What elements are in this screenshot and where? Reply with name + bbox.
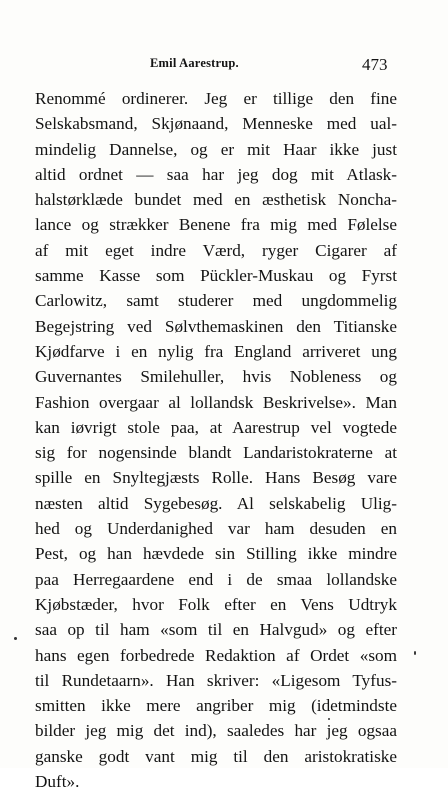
text-line: Carlowitz, samt studerer med ungdommelig — [35, 291, 397, 311]
text-line: Kjøbstæder, hvor Folk efter en Vens Udtryk — [35, 594, 397, 614]
text-line: hans egen forbedrede Redaktion af Ordet «som — [35, 645, 397, 665]
text-line: hed og Underdanighed var ham desuden en — [35, 519, 397, 539]
text-line: halstørklæde bundet med en æsthetisk Noncha- — [35, 190, 397, 210]
text-line: af mit eget indre Værd, ryger Cigarer af — [35, 240, 397, 260]
body-text — [35, 86, 397, 794]
text-line: bilder jeg mig det ind), saaledes har jeg ogsaa — [35, 721, 397, 741]
text-line: ganske godt vant mig til den aristokratiske — [35, 746, 397, 766]
text-line: Kjødfarve i en nylig fra England arriveret ung — [35, 341, 397, 361]
text-line: Duft». — [35, 772, 80, 792]
text-line: Fashion overgaar al lollandsk Beskrivelse». Man — [35, 392, 397, 412]
running-head: Emil Aarestrup. — [150, 56, 239, 70]
text-line: Begejstring ved Sølvthemaskinen den Titianske — [35, 316, 397, 336]
text-line: mindelig Dannelse, og er mit Haar ikke just — [35, 139, 397, 159]
text-line: til Rundetaarn». Han skriver: «Ligesom Tyfus- — [35, 670, 397, 690]
text-line: sig for nogensinde blandt Landaristokraterne at — [35, 443, 397, 463]
page-number: 473 — [362, 55, 388, 74]
text-line: Guvernantes Smilehuller, hvis Nobleness og — [35, 367, 397, 387]
text-line: altid ordnet — saa har jeg dog mit Atlask- — [35, 164, 397, 184]
text-line: saa op til ham «som til en Halvgud» og efter — [35, 620, 397, 640]
text-line: Selskabsmand, Skjønaand, Menneske med ual- — [35, 114, 397, 134]
text-line: smitten ikke mere angriber mig (idetmindste — [35, 696, 397, 716]
text-line: Pest, og han hævdede sin Stilling ikke mindre — [35, 544, 397, 564]
text-line: næsten altid Sygebesøg. Al selskabelig Ulig- — [35, 493, 397, 513]
text-line: spille en Snyltegjæsts Rolle. Hans Besøg vare — [35, 468, 397, 488]
text-line: lance og strækker Benene fra mig med Følelse — [35, 215, 397, 235]
text-line: kan iøvrigt stole paa, at Aarestrup vel vogtede — [35, 417, 397, 437]
print-speck — [414, 651, 416, 655]
text-line: samme Kasse som Pückler-Muskau og Fyrst — [35, 266, 397, 286]
print-speck — [14, 637, 17, 640]
text-line: paa Herregaardene end i de smaa lollandske — [35, 569, 397, 589]
print-speck — [328, 718, 330, 720]
text-line: Renommé ordinerer. Jeg er tillige den fine — [35, 89, 397, 108]
